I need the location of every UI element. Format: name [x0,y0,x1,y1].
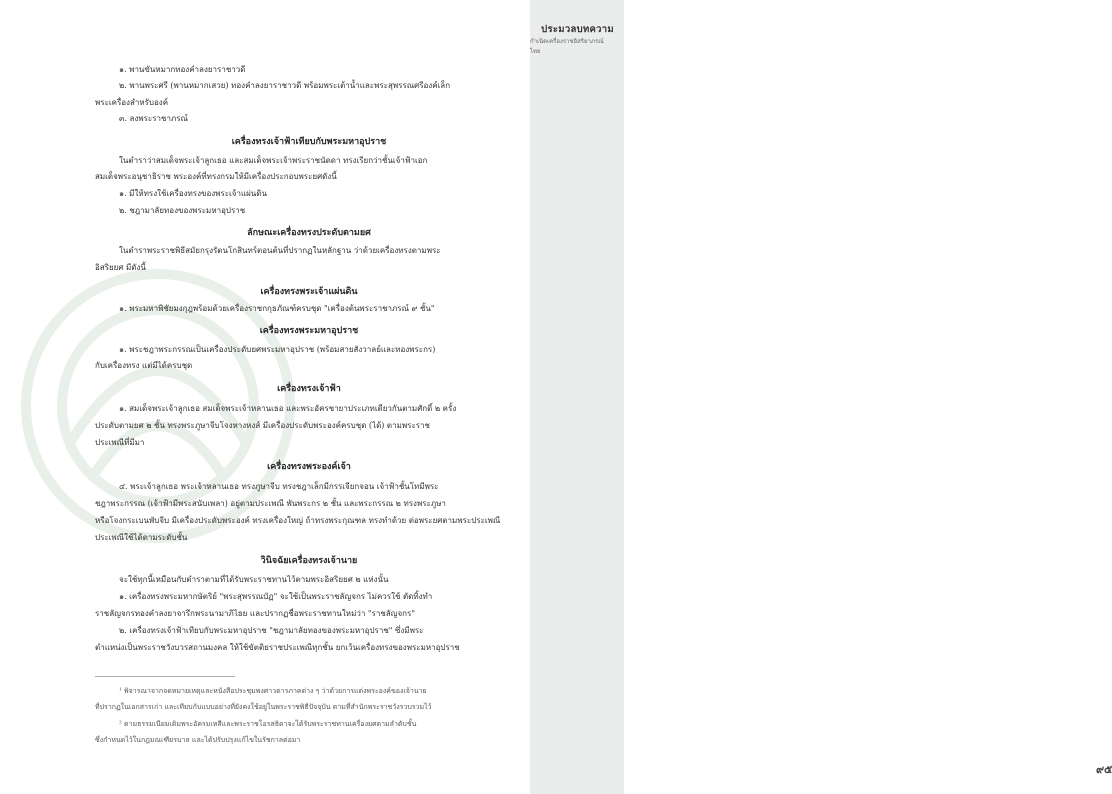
list-item: ๑. พระมหาพิชัยมงกุฎพร้อมด้วยเครื่องราชกกุธภัณฑ์ครบชุด "เครื่องต้นพระราชาภรณ์ ๙ ชั้น" [119,304,435,313]
section-heading: เครื่องทรงพระองค์เจ้า [267,462,351,472]
page-number: ๙๕ [1096,763,1112,776]
header-subtitle: กำเนิดเครื่องราชอิสริยาภรณ์ไทย [530,38,604,55]
text-line: ชฎาพระกรรณ (เจ้าฟ้ามีพระสนับเพลา) อยู่ตามประเพณี พันพระกร ๒ ชั้น และพระกรรณ ๒ ทรงพระภูษา [95,499,446,508]
footnote-divider [95,676,235,677]
list-item: ๑. พระชฎาพระกรรณเป็นเครื่องประดับยศพระมหาอุปราช (พร้อมสายสังวาลย์และทองพระกร) [119,345,436,354]
text-line: ตำแหน่งเป็นพระราชวังบวรสถานมงคล ให้ใช้ขัตติยราชประเพณีทุกชั้น ยกเว้นเครื่องทรงของพระมหาอุปราช [95,643,460,652]
list-item: ๒. พานพระศรี (พานหมากเสวย) ทองคำลงยาราชาวดี พร้อมพระเต้าน้ำและพระสุพรรณศรีองค์เล็ก [119,81,451,90]
list-item: ๑. มีให้ทรงใช้เครื่องทรงของพระเจ้าแผ่นดิน [119,189,267,198]
header-title: ประมวลบทความ [541,24,614,35]
list-item: ๑. พานขันหมากทองคำลงยาราชาวดี [119,65,246,74]
list-item: ๔. พระเจ้าลูกเธอ พระเจ้าหลานเธอ ทรงภูษาจีบ ทรงชฎาเล็กมีกรรเจียกจอน เจ้าฟ้าชั้นโทมีพระ [119,482,439,491]
list-item: ๒. ชฎามาลัยทองของพระมหาอุปราช [119,206,246,215]
list-item: ๓. ลงพระราชาภรณ์ [119,114,188,123]
text-line: อิสริยยศ มีดังนี้ [95,263,146,272]
text-line: ในตำราว่าสมเด็จพระเจ้าลูกเธอ และสมเด็จพระเจ้าพระราชนัดดา ทรงเรียกว่าชั้นเจ้าฟ้าเอก [119,156,428,165]
footnote: ² ตามธรรมเนียมเดิมพระอัครมเหสีและพระราชโอรสธิดาจะได้รับพระราชทานเครื่องยศตามลำดับชั้น [119,720,417,728]
text-line: พระเครื่องสำหรับองค์ [95,98,169,107]
list-item: ๑. เครื่องทรงพระมหากษัตริย์ "พระสุพรรณบัฏ" จะใช้เป็นพระราชลัญจกร ไม่ควรใช้ ตัดทิ้งทำ [119,592,433,601]
section-heading: วินิจฉัยเครื่องทรงเจ้านาย [260,556,358,566]
text-line: ประเพณีที่มีมา [95,438,145,447]
footnote: ที่ปรากฏในเอกสารเก่า และเทียบกับแบบอย่างที่ยังคงใช้อยู่ในพระราชพิธีปัจจุบัน ตามที่สำนักพระราชวังรวบรวมไว้ [95,703,432,711]
section-heading: เครื่องทรงพระเจ้าแผ่นดิน [260,287,358,297]
text-line: จะใช้ทุกนี้เหมือนกับตำราตามที่ได้รับพระราชทานไว้ตามพระอิสริยยศ ๒ แห่งนั้น [119,575,389,584]
text-line: หรือโจงกระเบนพับจีบ มีเครื่องประดับพระองค์ ทรงเครื่องใหญ่ ถ้าทรงพระกุณฑล ทรงทำด้วย ต่อพระยศตามพระประเพณี [95,516,501,525]
list-item: ๑. สมเด็จพระเจ้าลูกเธอ สมเด็จพระเจ้าหลานเธอ และพระอัครชายาประเภทเดียวกันตามศักดิ์ ๒ ครั้ง [119,404,457,413]
text-line: กับเครื่องทรง แต่มีได้ครบชุด [95,361,193,370]
list-item: ๒. เครื่องทรงเจ้าฟ้าเทียบกับพระมหาอุปราช "ชฎามาลัยทองของพระมหาอุปราช" ซึ่งมีพระ [119,626,424,635]
footnote: ¹ พิจารณาจากจดหมายเหตุและหนังสือประชุมพงศาวดารภาคต่าง ๆ ว่าด้วยการแต่งพระองค์ของเจ้านาย [119,687,427,695]
text-line: ราชลัญจกรทองคำลงยาจารึกพระนามาภิไธย และปรากฏชื่อพระราชทานใหม่ว่า "ราชลัญจกร" [95,609,416,618]
text-line: ในตำราพระราชพิธีสมัยกรุงรัตนโกสินทร์ตอนต้นที่ปรากฏในหลักฐาน ว่าด้วยเครื่องทรงตามพระ [119,246,441,255]
text-line: ประดับตามยศ ๒ ชั้น ทรงพระภูษาจีบโจงหางหงส์ มีเครื่องประดับพระองค์ครบชุด (ได้) ตามพระราช [95,421,430,430]
side-tab [530,0,1112,794]
text-line: ประเพณีใช้ได้ตามระดับชั้น [95,533,188,542]
section-heading: เครื่องทรงเจ้าฟ้าเทียบกับพระมหาอุปราช [231,137,387,147]
section-heading: ลักษณะเครื่องทรงประดับตามยศ [247,228,371,238]
footnote: ซึ่งกำหนดไว้ในกฎมณเฑียรบาล และได้ปรับปรุงแก้ไขในรัชกาลต่อมา [95,736,301,744]
text-line: สมเด็จพระอนุชาธิราช พระองค์ที่ทรงกรมให้มีเครื่องประกอบพระยศดังนี้ [95,172,337,181]
section-heading: เครื่องทรงเจ้าฟ้า [277,384,341,394]
section-heading: เครื่องทรงพระมหาอุปราช [259,326,359,336]
